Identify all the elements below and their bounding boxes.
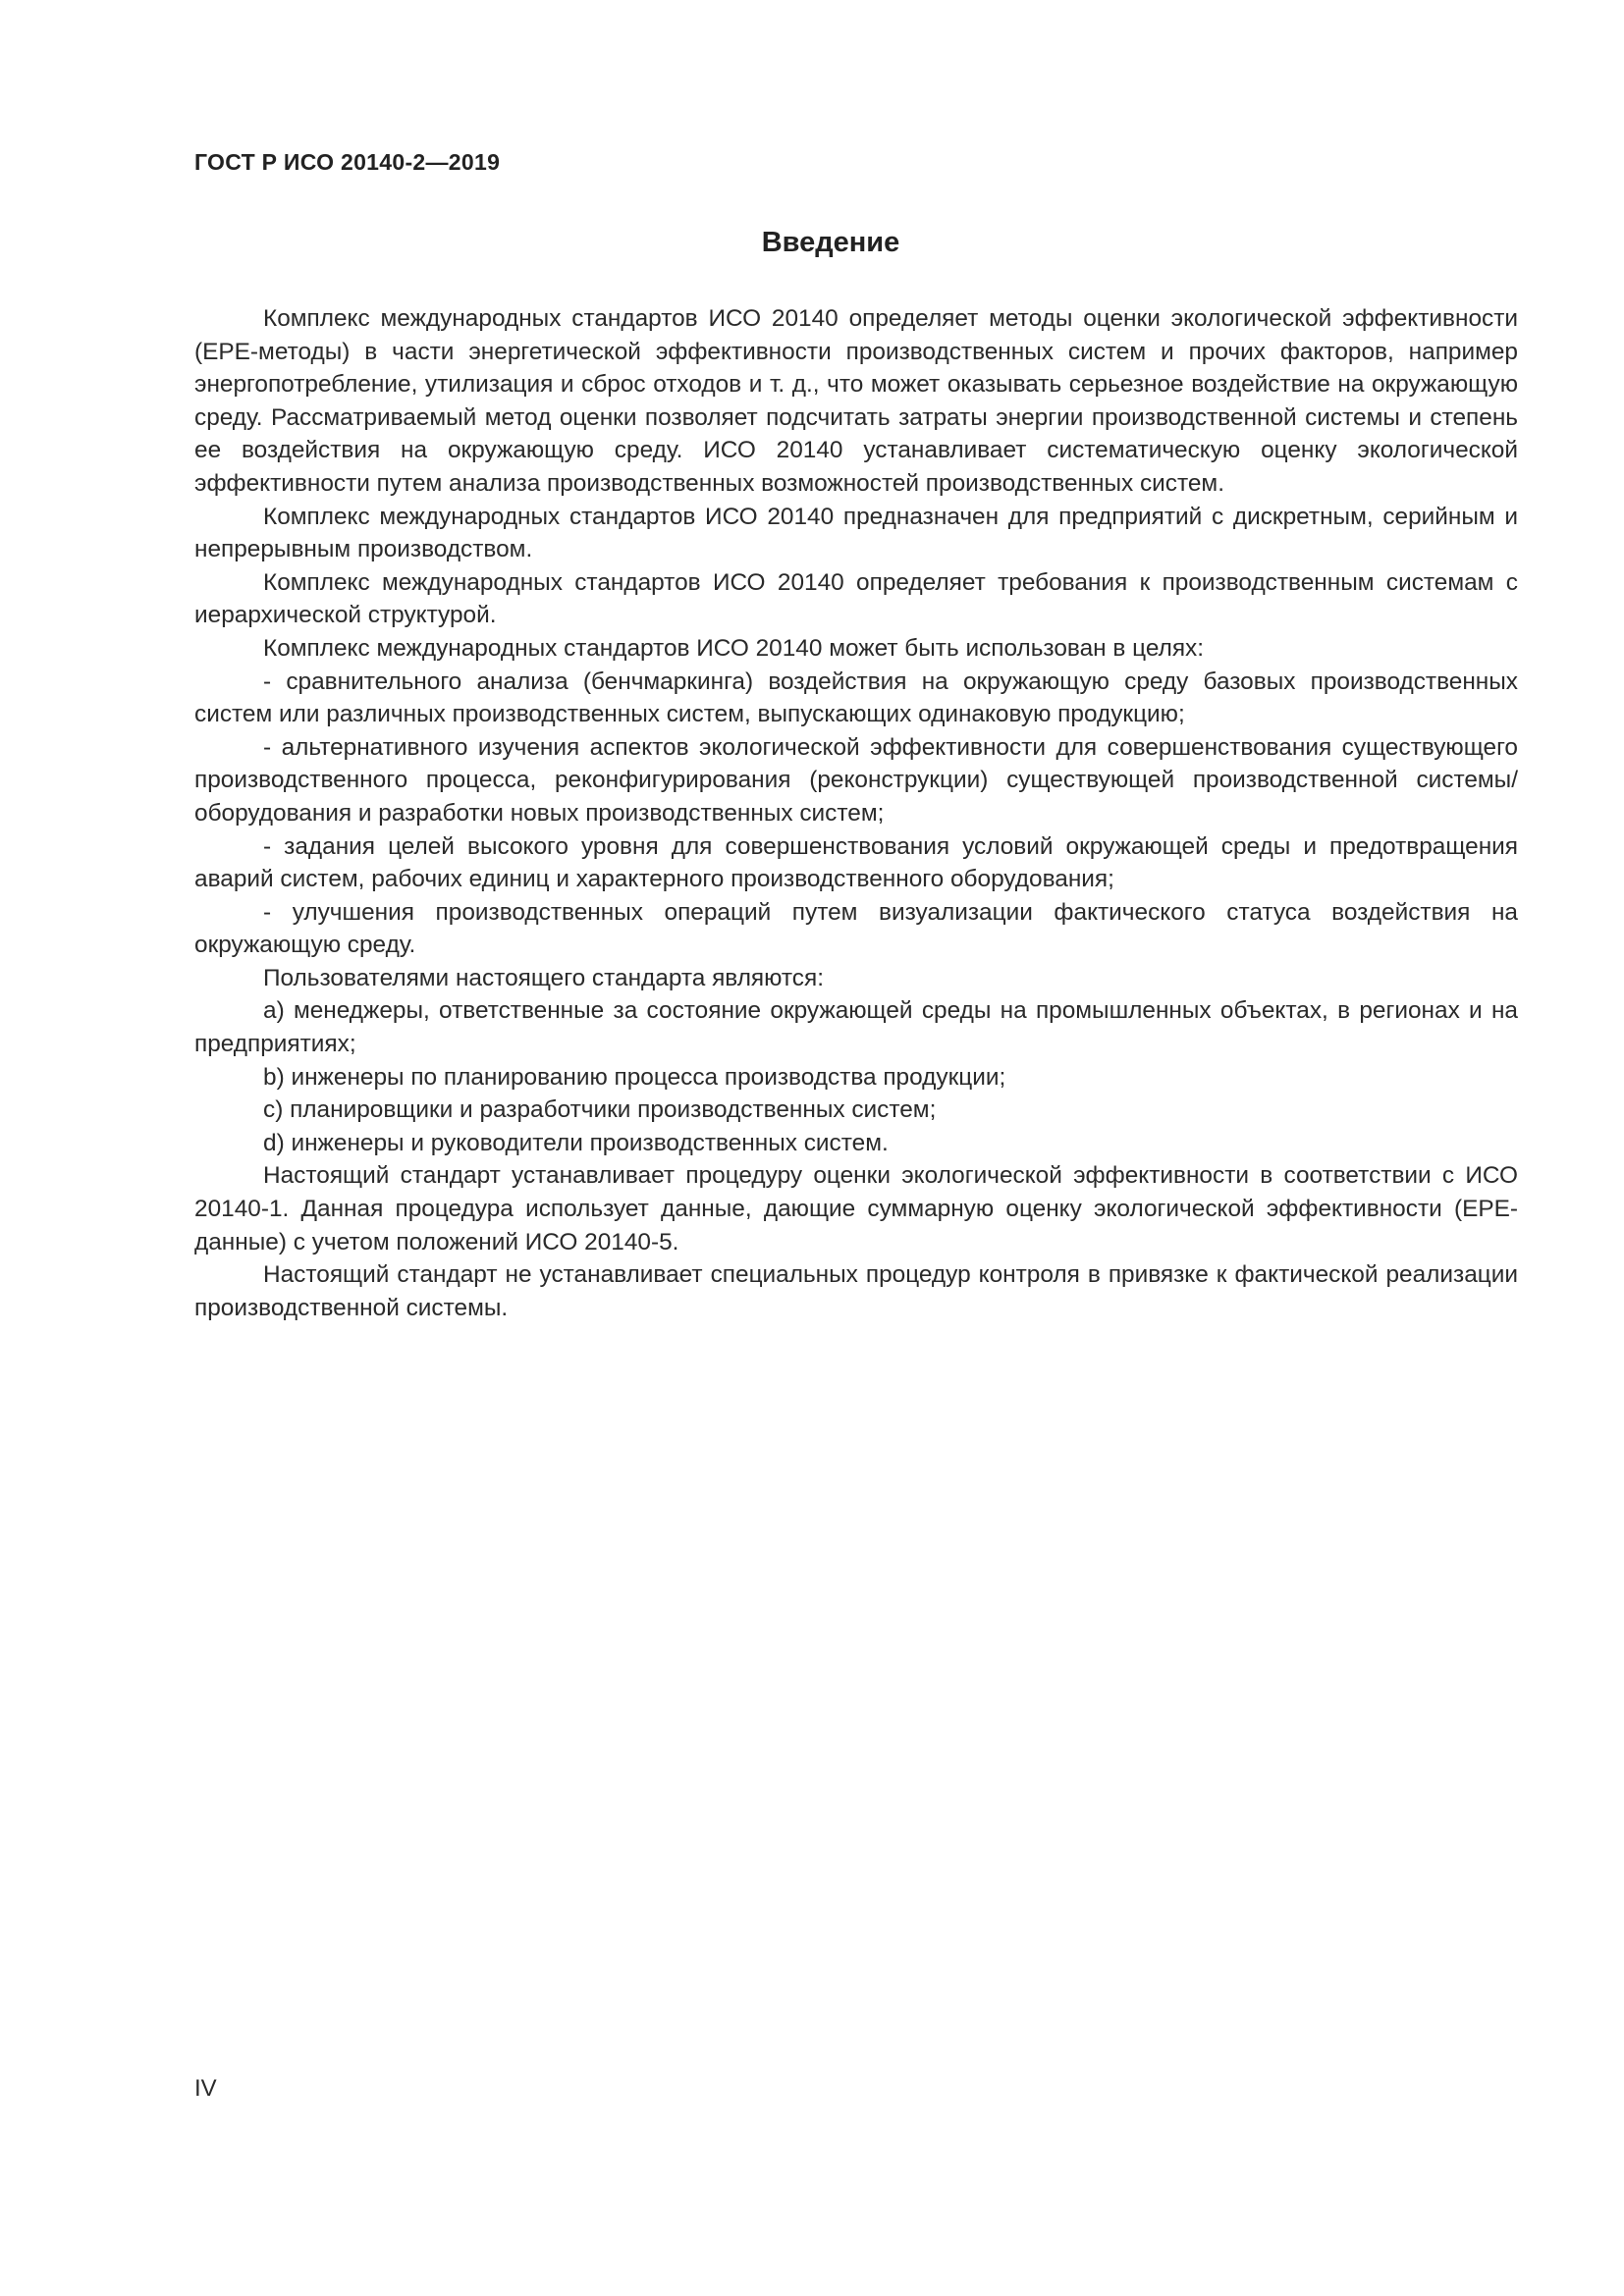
document-code-header: ГОСТ Р ИСО 20140-2—2019 (194, 149, 501, 175)
list-item: c) планировщики и разработчики производственных систем; (263, 1096, 937, 1124)
paragraph: Комплекс международных стандартов ИСО 20140 может быть использован в целях: (263, 634, 1204, 662)
body-text (194, 302, 1518, 1324)
list-item: d) инженеры и руководители производственных систем. (263, 1129, 889, 1156)
paragraph: Пользователями настоящего стандарта являются: (263, 964, 824, 991)
paragraph: Комплекс международных стандартов ИСО 20140 предназначен для предприятий с дискретным, серийным и непрерывным производством. (194, 503, 1518, 563)
page-number: IV (194, 2075, 217, 2102)
list-item: a) менеджеры, ответственные за состояние окружающей среды на промышленных объектах, в регионах и на предприятиях; (194, 997, 1518, 1058)
list-item: b) инженеры по планированию процесса производства продукции; (263, 1063, 1006, 1091)
list-item: - улучшения производственных операций путем визуализации фактического статуса воздействия на окружающую среду. (194, 898, 1518, 959)
list-item: - альтернативного изучения аспектов экологической эффективности для совершенствования существующего производственного процесса, реконфигурирования (реконструкции) существующей производственной системы/оборудования и разработки новых производственных систем; (194, 733, 1518, 827)
paragraph: Настоящий стандарт устанавливает процедуру оценки экологической эффективности в соответствии с ИСО 20140-1. Данная процедура использует данные, дающие суммарную оценку экологической эффективности (EPE-данные) с учетом положений ИСО 20140-5. (194, 1162, 1518, 1255)
paragraph: Комплекс международных стандартов ИСО 20140 определяет требования к производственным системам с иерархической структурой. (194, 568, 1518, 629)
paragraph: Настоящий стандарт не устанавливает специальных процедур контроля в привязке к фактической реализации производственной системы. (194, 1261, 1518, 1321)
list-item: - задания целей высокого уровня для совершенствования условий окружающей среды и предотвращения аварий систем, рабочих единиц и характерного производственного оборудования; (194, 832, 1518, 893)
list-item: - сравнительного анализа (бенчмаркинга) воздействия на окружающую среду базовых производственных систем или различных производственных систем, выпускающих одинаковую продукцию; (194, 667, 1518, 728)
paragraph: Комплекс международных стандартов ИСО 20140 определяет методы оценки экологической эффективности (EPE-методы) в части энергетической эффективности производственных систем и прочих факторов, например энергопотребление, утилизация и сброс отходов и т. д., что может оказывать серьезное воздействие на окружающую среду. Рассматриваемый метод оценки позволяет подсчитать затраты энергии производственной системы и степень ее воздействия на окружающую среду. ИСО 20140 устанавливает систематическую оценку экологической эффективности путем анализа производственных возможностей производственных систем. (194, 305, 1518, 497)
section-title: Введение (761, 227, 900, 258)
